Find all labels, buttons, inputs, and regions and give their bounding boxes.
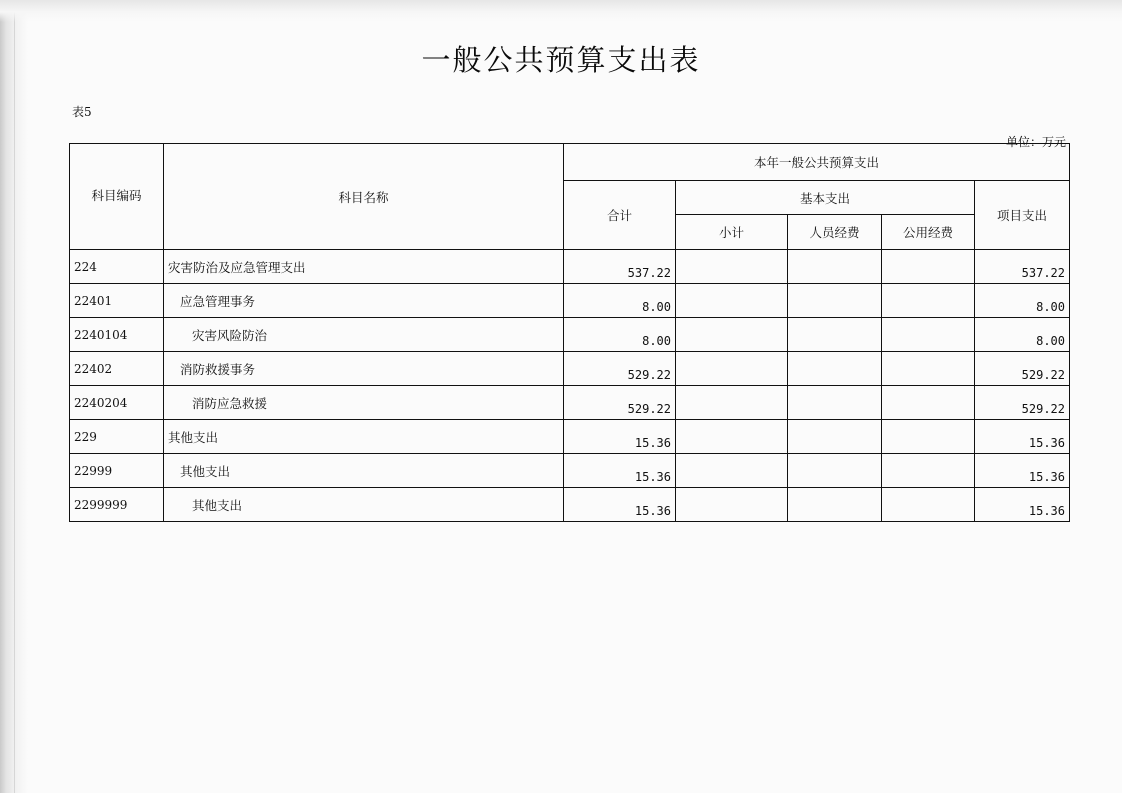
unit-label: 单位：万元 bbox=[1005, 135, 1066, 149]
header-basic: 基本支出 bbox=[675, 180, 975, 215]
cell-name: 灾害风险防治 bbox=[163, 317, 564, 352]
cell-code: 22402 bbox=[69, 351, 164, 386]
cell-public bbox=[881, 317, 975, 352]
cell-total: 8.00 bbox=[563, 317, 676, 352]
cell-total: 529.22 bbox=[563, 385, 676, 420]
cell-personnel bbox=[787, 385, 882, 420]
cell-personnel bbox=[787, 453, 882, 488]
cell-code: 229 bbox=[69, 419, 164, 454]
cell-project: 15.36 bbox=[974, 419, 1070, 454]
cell-personnel bbox=[787, 249, 882, 284]
cell-code: 2240104 bbox=[69, 317, 164, 352]
cell-personnel bbox=[787, 317, 882, 352]
cell-public bbox=[881, 385, 975, 420]
header-personnel: 人员经费 bbox=[787, 214, 882, 250]
cell-project: 8.00 bbox=[974, 317, 1070, 352]
cell-total: 15.36 bbox=[563, 487, 676, 522]
cell-subtotal bbox=[675, 453, 788, 488]
cell-code: 2299999 bbox=[69, 487, 164, 522]
cell-public bbox=[881, 351, 975, 386]
cell-name: 其他支出 bbox=[163, 419, 564, 454]
cell-public bbox=[881, 453, 975, 488]
cell-name: 其他支出 bbox=[163, 453, 564, 488]
cell-subtotal bbox=[675, 351, 788, 386]
cell-total: 529.22 bbox=[563, 351, 676, 386]
cell-public bbox=[881, 487, 975, 522]
cell-personnel bbox=[787, 283, 882, 318]
cell-public bbox=[881, 419, 975, 454]
cell-subtotal bbox=[675, 419, 788, 454]
cell-project: 8.00 bbox=[974, 283, 1070, 318]
cell-personnel bbox=[787, 419, 882, 454]
header-subtotal: 小计 bbox=[675, 214, 788, 250]
page-edge-top bbox=[0, 0, 1122, 22]
cell-project: 529.22 bbox=[974, 385, 1070, 420]
header-project: 项目支出 bbox=[974, 180, 1070, 250]
cell-name: 消防应急救援 bbox=[163, 385, 564, 420]
cell-subtotal bbox=[675, 283, 788, 318]
cell-code: 224 bbox=[69, 249, 164, 284]
cell-total: 15.36 bbox=[563, 453, 676, 488]
header-code: 科目编码 bbox=[69, 143, 164, 250]
page-title: 一般公共预算支出表 bbox=[421, 43, 701, 77]
header-name: 科目名称 bbox=[163, 143, 564, 250]
table-number: 表5 bbox=[72, 105, 92, 119]
cell-name: 其他支出 bbox=[163, 487, 564, 522]
cell-subtotal bbox=[675, 317, 788, 352]
cell-project: 529.22 bbox=[974, 351, 1070, 386]
cell-personnel bbox=[787, 351, 882, 386]
cell-public bbox=[881, 283, 975, 318]
cell-code: 22999 bbox=[69, 453, 164, 488]
cell-subtotal bbox=[675, 487, 788, 522]
cell-project: 537.22 bbox=[974, 249, 1070, 284]
cell-code: 22401 bbox=[69, 283, 164, 318]
cell-public bbox=[881, 249, 975, 284]
cell-code: 2240204 bbox=[69, 385, 164, 420]
cell-name: 应急管理事务 bbox=[163, 283, 564, 318]
cell-total: 537.22 bbox=[563, 249, 676, 284]
cell-total: 15.36 bbox=[563, 419, 676, 454]
header-group: 本年一般公共预算支出 bbox=[563, 143, 1070, 181]
cell-name: 消防救援事务 bbox=[163, 351, 564, 386]
cell-subtotal bbox=[675, 249, 788, 284]
cell-project: 15.36 bbox=[974, 487, 1070, 522]
header-public: 公用经费 bbox=[881, 214, 975, 250]
header-total: 合计 bbox=[563, 180, 676, 250]
page-edge-line bbox=[14, 0, 15, 793]
budget-table bbox=[69, 143, 1070, 527]
cell-name: 灾害防治及应急管理支出 bbox=[163, 249, 564, 284]
cell-personnel bbox=[787, 487, 882, 522]
cell-project: 15.36 bbox=[974, 453, 1070, 488]
cell-total: 8.00 bbox=[563, 283, 676, 318]
cell-subtotal bbox=[675, 385, 788, 420]
